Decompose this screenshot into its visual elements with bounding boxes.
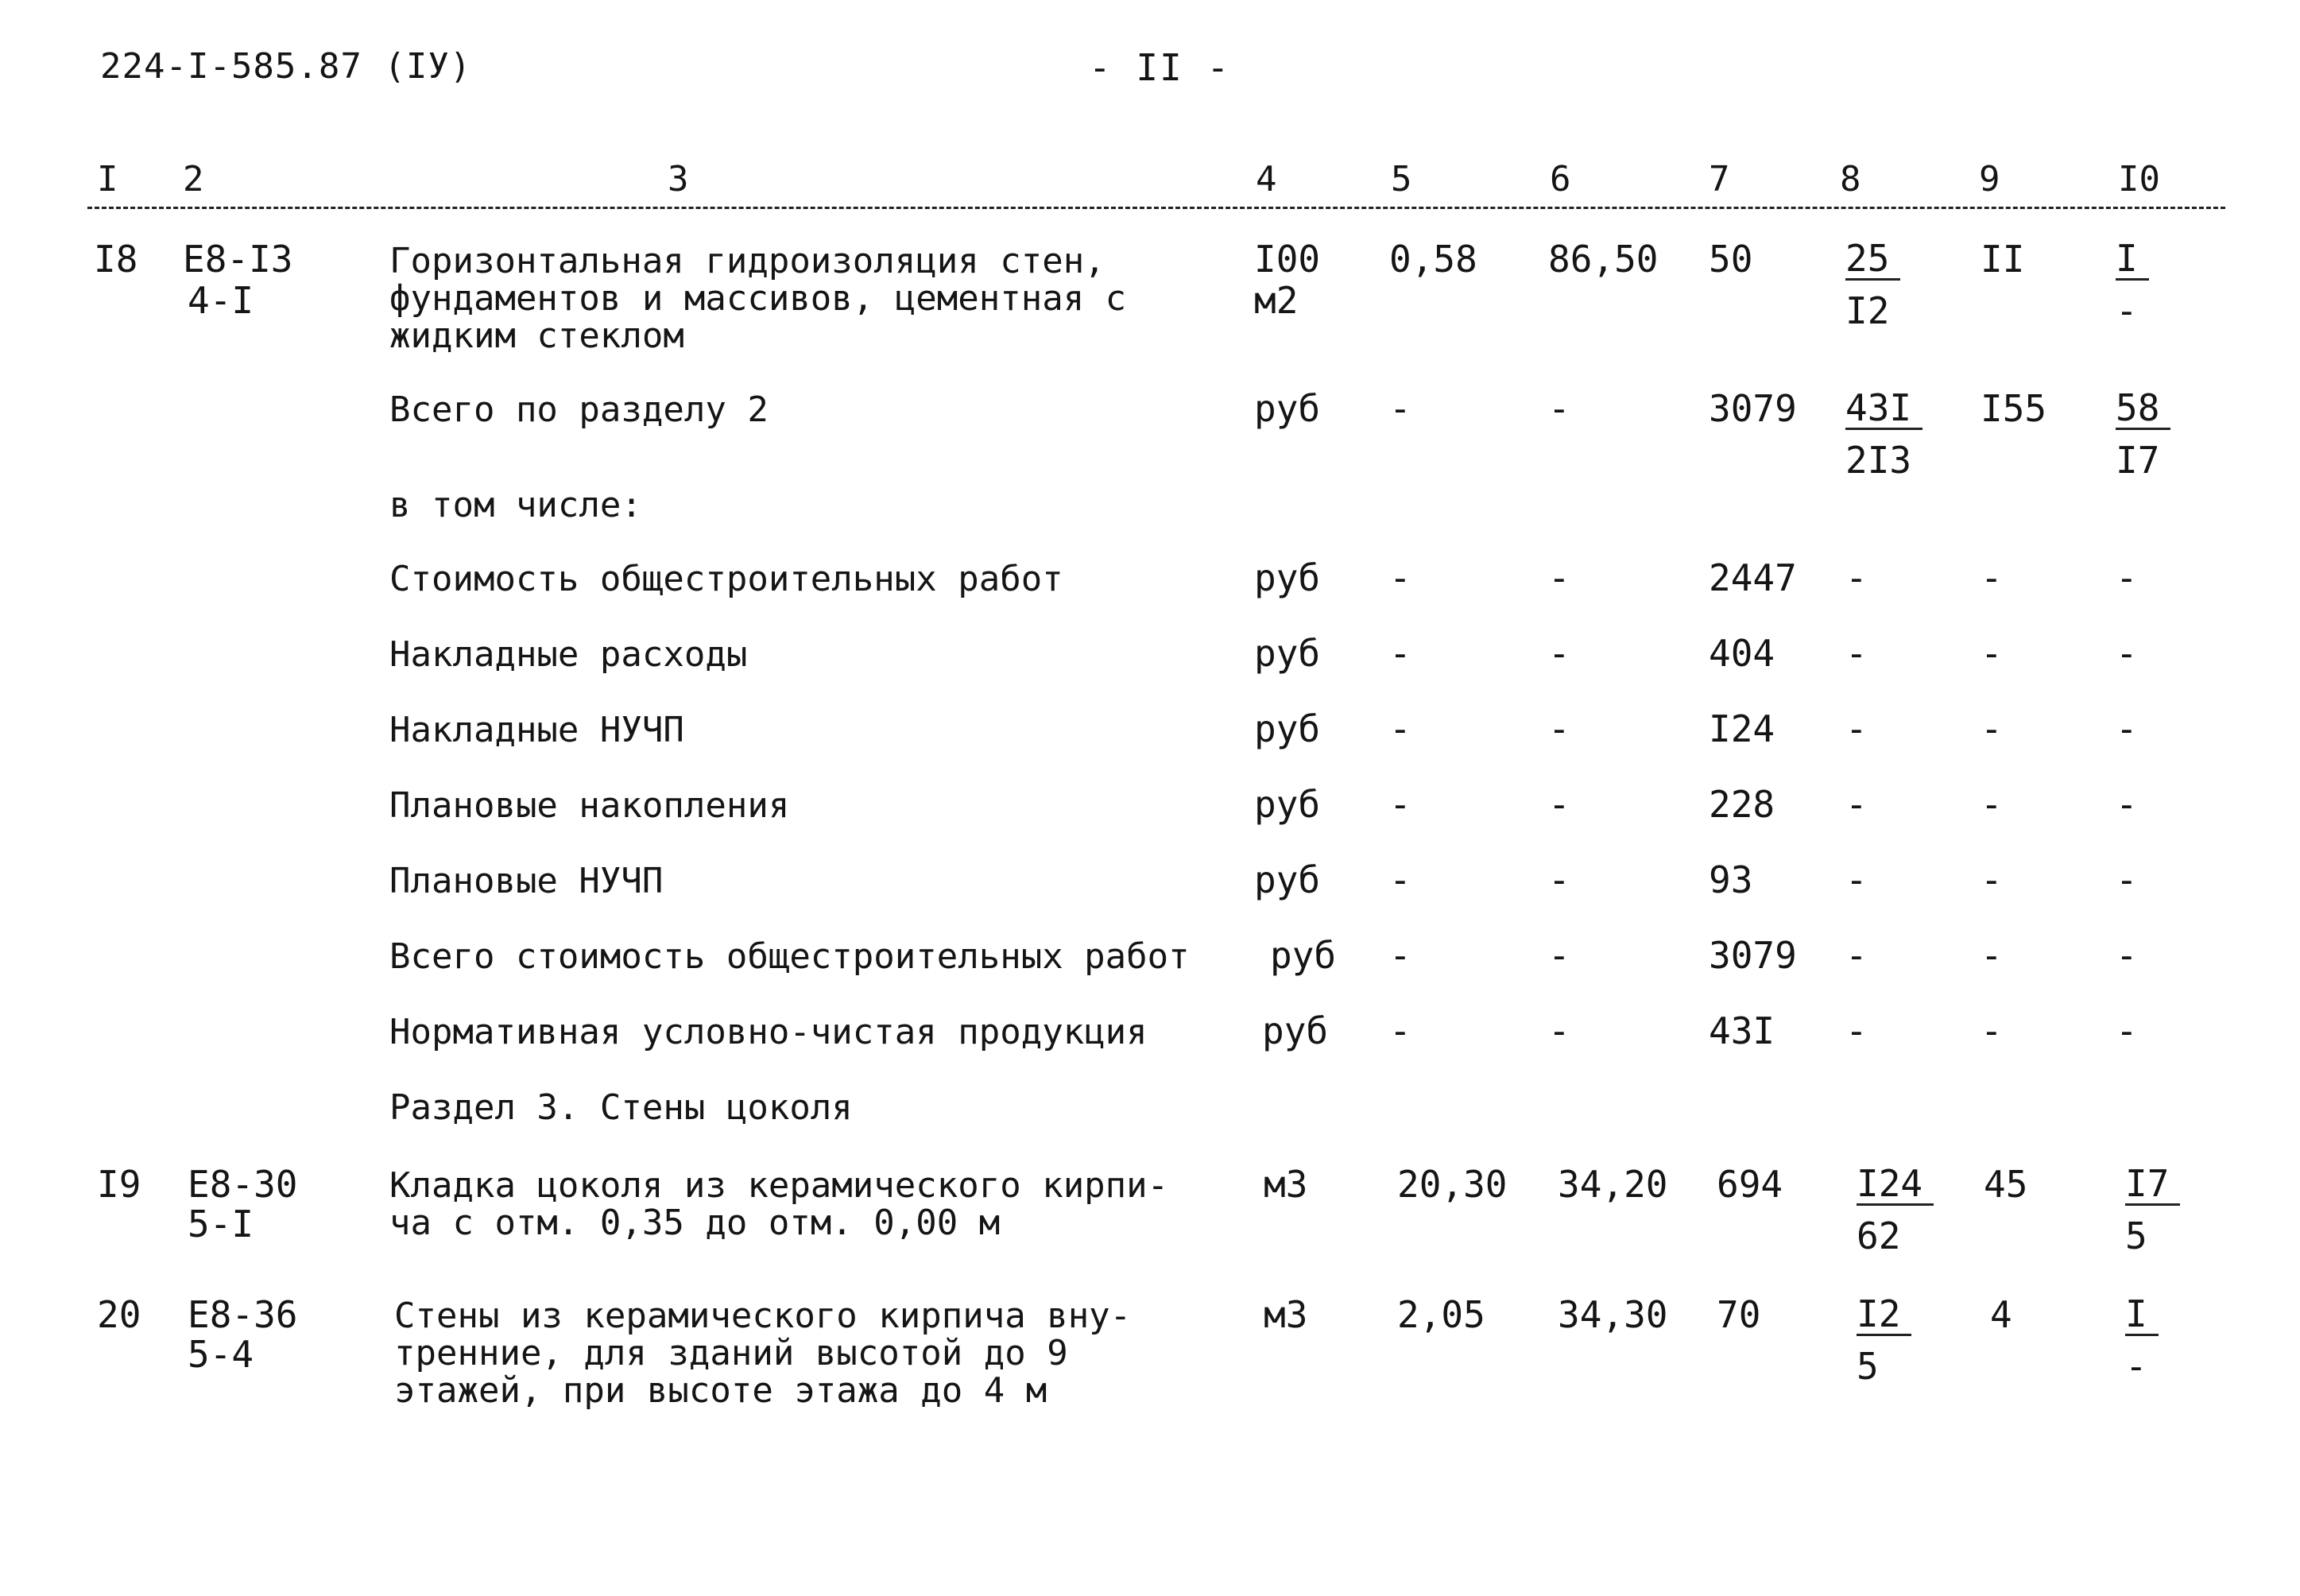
quantity: 0,58	[1389, 238, 1477, 281]
unit-price: 34,20	[1558, 1163, 1668, 1206]
work-description: ча с отм. 0,35 до отм. 0,00 м	[389, 1203, 1001, 1243]
col8-value: -	[1845, 1009, 1868, 1052]
col9-value: 4	[1990, 1293, 2012, 1336]
col-header-5: 5	[1391, 159, 1412, 200]
work-description: Стены из керамического кирпича вну-	[394, 1296, 1132, 1336]
list-item: Накладные расходы	[389, 634, 748, 675]
unit: м3	[1264, 1163, 1308, 1206]
col6-value: -	[1548, 556, 1570, 599]
list-item: Плановые НУЧП	[389, 861, 664, 901]
unit: руб	[1254, 783, 1321, 826]
wage-fraction: $\frac{25}{I2}$	[1845, 238, 1900, 330]
list-item: Стоимость общестроительных работ	[389, 559, 1063, 599]
col6-value: -	[1548, 934, 1570, 977]
col5-value: -	[1389, 387, 1411, 430]
page-number: - II -	[1089, 46, 1231, 89]
row-number: I9	[97, 1163, 141, 1206]
col9-value: -	[1981, 934, 2003, 977]
unit: руб	[1262, 1009, 1329, 1052]
col-header-3: 3	[668, 159, 689, 200]
col9-value: -	[1981, 783, 2003, 826]
work-description: Кладка цоколя из керамического кирпи-	[389, 1165, 1169, 1206]
col9-value: -	[1981, 1009, 2003, 1052]
column-header-row	[87, 159, 2225, 209]
unit-price: 34,30	[1558, 1293, 1668, 1336]
col6-value: -	[1548, 1009, 1570, 1052]
col-header-10: I0	[2118, 159, 2160, 200]
col-header-1: I	[97, 159, 118, 200]
col6-value: -	[1548, 858, 1570, 901]
work-description: Горизонтальная гидроизоляция стен,	[389, 241, 1105, 281]
total-cost: 3079	[1709, 934, 1797, 977]
col5-value: -	[1389, 1009, 1411, 1052]
col10-fraction: $\frac{I7}{5}$	[2125, 1164, 2180, 1255]
col10-value: -	[2116, 858, 2138, 901]
norm-code: Е8-36	[188, 1293, 298, 1336]
col-header-4: 4	[1256, 159, 1277, 200]
col10-value: -	[2116, 707, 2138, 750]
col8-value: -	[1845, 556, 1868, 599]
col6-value: -	[1548, 707, 1570, 750]
list-item: Всего стоимость общестроительных работ	[389, 936, 1190, 977]
total-cost: 404	[1709, 632, 1775, 675]
unit: руб	[1254, 858, 1321, 901]
work-description: жидким стеклом	[389, 316, 684, 356]
total-cost: 43I	[1709, 1009, 1775, 1052]
norm-code: Е8-30	[188, 1163, 298, 1206]
document-code: 224-I-585.87 (IУ)	[100, 46, 472, 87]
unit: руб	[1254, 707, 1321, 750]
col8-value: -	[1845, 707, 1868, 750]
col-header-9: 9	[1979, 159, 2000, 200]
wage-fraction: $\frac{I24}{62}$	[1857, 1164, 1934, 1255]
col10-value: -	[2116, 934, 2138, 977]
unit: руб	[1254, 556, 1321, 599]
col-header-7: 7	[1709, 159, 1730, 200]
col-header-2: 2	[183, 159, 204, 200]
norm-code-sub: 4-I	[188, 279, 254, 322]
col9-value: 45	[1984, 1163, 2028, 1206]
col10-value: -	[2116, 783, 2138, 826]
list-item: Плановые накопления	[389, 785, 790, 826]
col10-fraction: $\frac{58}{I7}$	[2116, 388, 2170, 479]
quantity: 20,30	[1397, 1163, 1508, 1206]
work-description: тренние, для зданий высотой до 9	[394, 1333, 1068, 1373]
norm-code-sub: 5-4	[188, 1333, 254, 1376]
col8-value: -	[1845, 632, 1868, 675]
work-description: фундаментов и массивов, цементная с	[389, 278, 1127, 319]
quantity: 2,05	[1397, 1293, 1485, 1336]
col5-value: -	[1389, 934, 1411, 977]
list-item: Накладные НУЧП	[389, 710, 684, 750]
col10-value: -	[2116, 632, 2138, 675]
col5-value: -	[1389, 707, 1411, 750]
col9-value: -	[1981, 556, 2003, 599]
col5-value: -	[1389, 783, 1411, 826]
total-cost: I24	[1709, 707, 1775, 750]
row-number: 20	[97, 1293, 141, 1336]
col5-value: -	[1389, 556, 1411, 599]
col6-value: -	[1548, 783, 1570, 826]
unit: м2	[1254, 279, 1299, 322]
col9-value: I55	[1981, 387, 2047, 430]
col-header-8: 8	[1840, 159, 1861, 200]
wage-fraction: $\frac{43I}{2I3}$	[1845, 388, 1922, 479]
unit-quantity: I00	[1254, 238, 1321, 281]
list-item: Нормативная условно-чистая продукция	[389, 1012, 1148, 1052]
total-cost: 228	[1709, 783, 1775, 826]
unit: м3	[1264, 1293, 1308, 1336]
total-cost: 2447	[1709, 556, 1797, 599]
row-number: I8	[94, 238, 138, 281]
section-title: Раздел 3. Стены цоколя	[389, 1087, 853, 1128]
total-label: Всего по разделу 2	[389, 389, 769, 430]
col8-value: -	[1845, 858, 1868, 901]
col6-value: -	[1548, 387, 1570, 430]
col5-value: -	[1389, 858, 1411, 901]
total-cost: 93	[1709, 858, 1753, 901]
unit-price: 86,50	[1548, 238, 1659, 281]
unit: руб	[1270, 934, 1337, 977]
col9-value: -	[1981, 632, 2003, 675]
norm-code-sub: 5-I	[188, 1203, 254, 1245]
col5-value: -	[1389, 632, 1411, 675]
col10-value: -	[2116, 1009, 2138, 1052]
col10-fraction: I -	[2116, 238, 2149, 330]
total-cost: 3079	[1709, 387, 1797, 430]
norm-code: Е8-I3	[183, 238, 293, 281]
col8-value: -	[1845, 783, 1868, 826]
wage-fraction: $\frac{I2}{5}$	[1857, 1294, 1911, 1385]
work-description: этажей, при высоте этажа до 4 м	[394, 1370, 1047, 1411]
total-cost: 70	[1717, 1293, 1761, 1336]
total-cost: 50	[1709, 238, 1753, 281]
col6-value: -	[1548, 632, 1570, 675]
col10-fraction: I -	[2125, 1294, 2159, 1385]
col9-value: II	[1981, 238, 2025, 281]
col-header-6: 6	[1550, 159, 1571, 200]
col9-value: -	[1981, 707, 2003, 750]
col8-value: -	[1845, 934, 1868, 977]
unit: руб	[1254, 387, 1321, 430]
unit: руб	[1254, 632, 1321, 675]
col10-value: -	[2116, 556, 2138, 599]
including-label: в том числе:	[389, 485, 642, 525]
total-cost: 694	[1717, 1163, 1783, 1206]
col9-value: -	[1981, 858, 2003, 901]
